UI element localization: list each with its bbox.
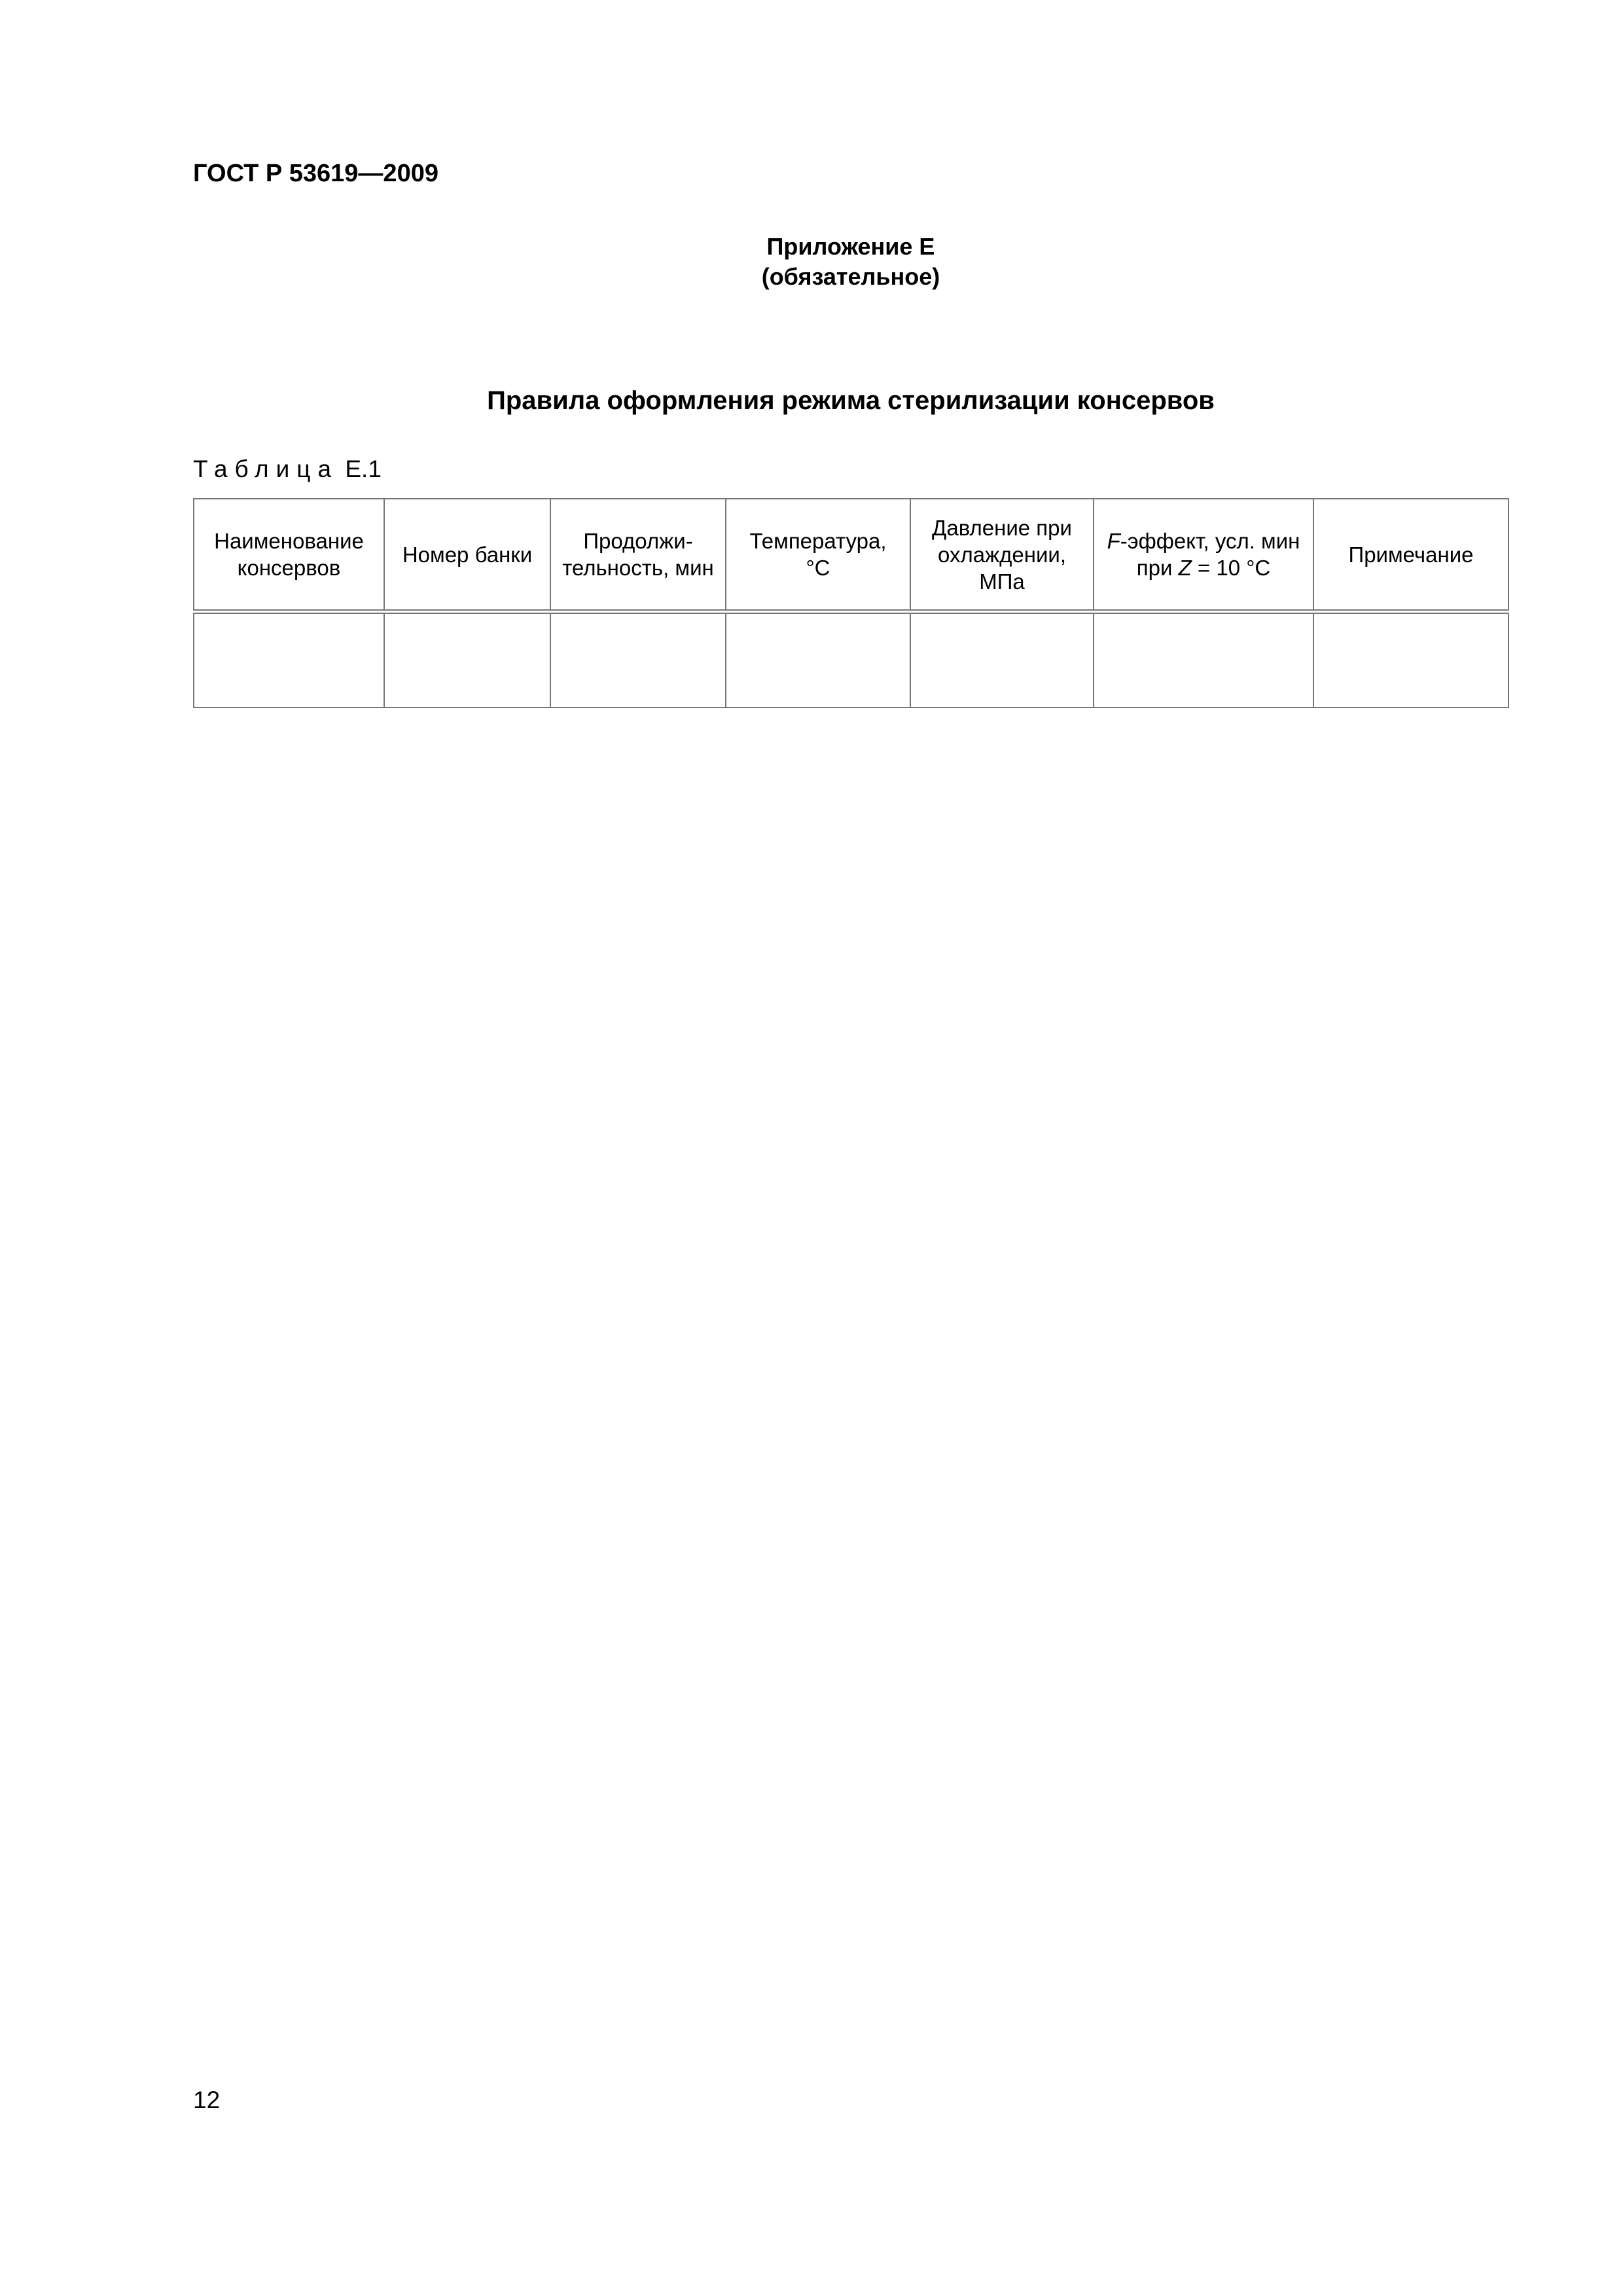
document-header: ГОСТ Р 53619—2009 <box>193 160 438 187</box>
table-caption-word: Таблица <box>193 456 339 482</box>
column-header-product-name: Наименование консервов <box>194 499 384 612</box>
appendix-status: (обязательное) <box>761 263 940 290</box>
column-header-can-number: Номер банки <box>384 499 550 612</box>
table-caption <box>193 456 382 483</box>
table-cell <box>1313 612 1508 708</box>
column-header-temperature: Температура, °С <box>726 499 910 612</box>
table-cell <box>1094 612 1313 708</box>
table-cell <box>550 612 726 708</box>
page-number: 12 <box>193 2087 221 2113</box>
table-header-row <box>194 499 1508 612</box>
sterilization-regime-table <box>193 498 1509 708</box>
table-cell <box>194 612 384 708</box>
table-row <box>194 612 1508 708</box>
section-title: Правила оформления режима стерилизации консервов <box>487 386 1215 415</box>
appendix-title: Приложение Е <box>766 233 935 260</box>
column-header-note: Примечание <box>1313 499 1508 612</box>
table-caption-number: Е.1 <box>345 456 382 482</box>
column-header-f-effect: F-эффект, усл. мин при Z = 10 °С <box>1094 499 1313 612</box>
table-cell <box>726 612 910 708</box>
column-header-cooling-pressure: Давление при охлаждении, МПа <box>910 499 1094 612</box>
column-header-duration: Продолжи- тельность, мин <box>550 499 726 612</box>
table-cell <box>910 612 1094 708</box>
table-cell <box>384 612 550 708</box>
